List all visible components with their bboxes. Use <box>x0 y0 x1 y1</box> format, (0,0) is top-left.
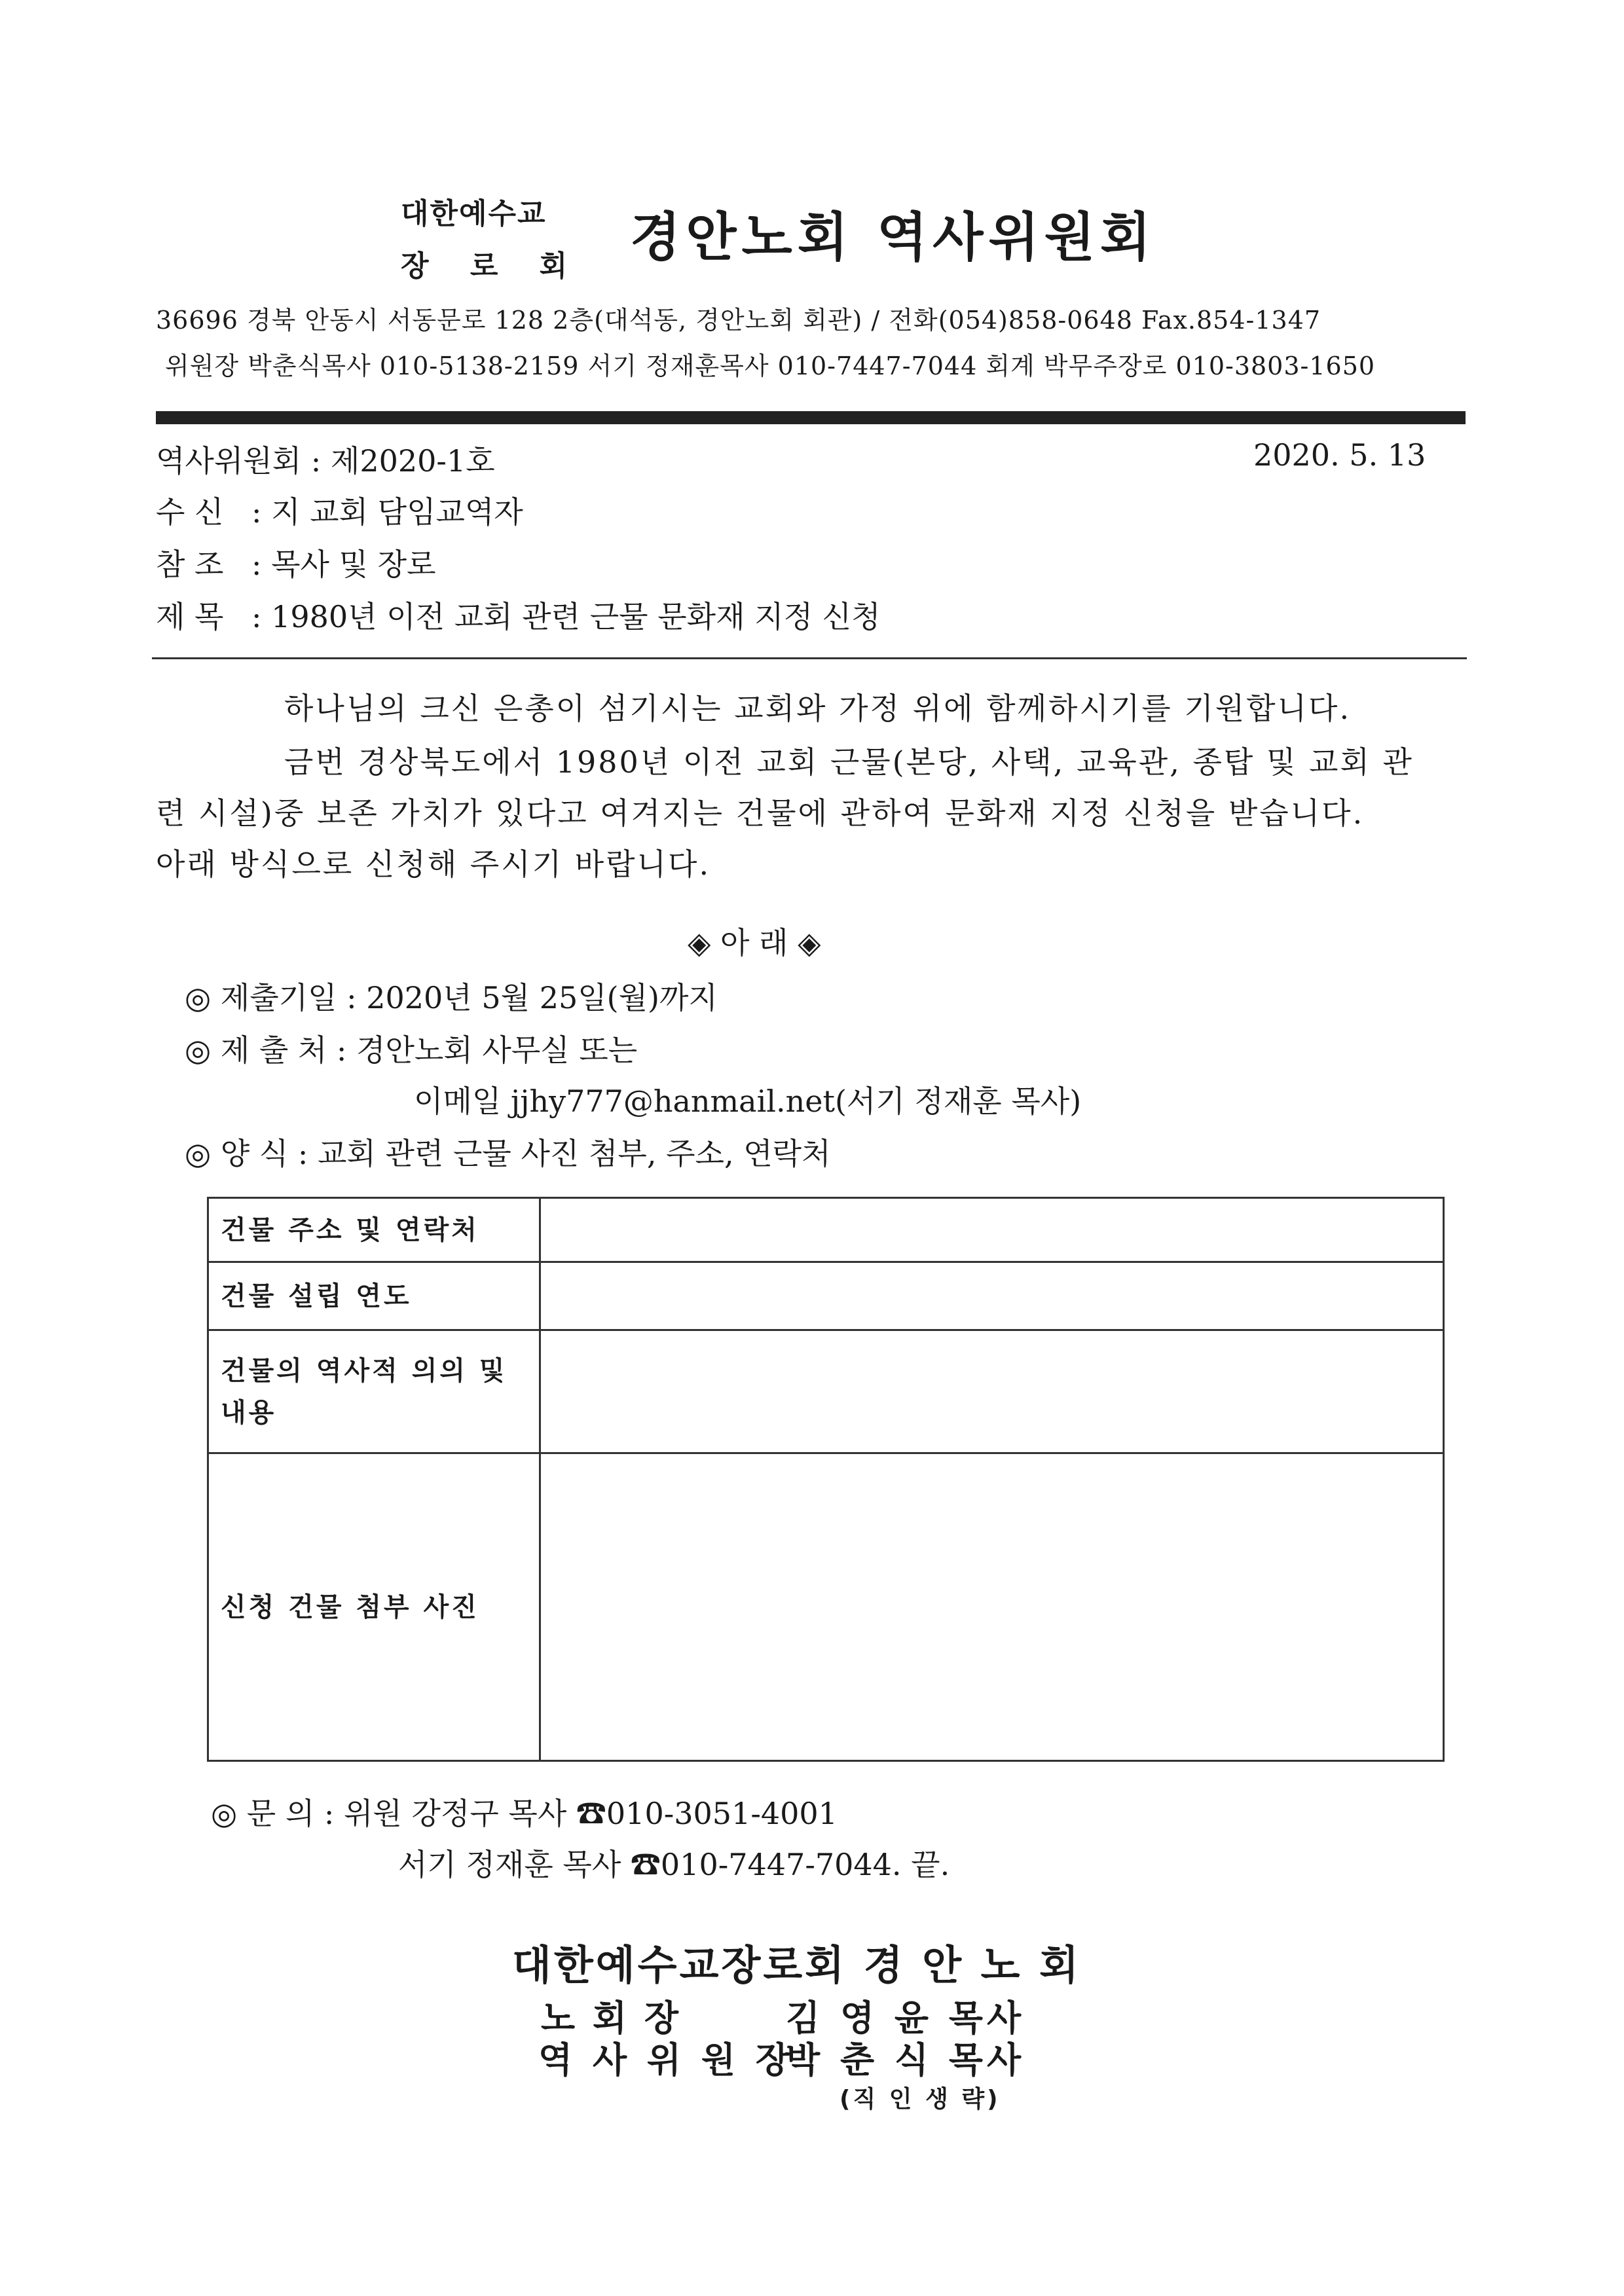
form-label-photo: 신청 건물 첨부 사진 <box>208 1453 540 1761</box>
form-row-significance <box>208 1330 1444 1453</box>
address-line: 36696 경북 안동시 서동문로 128 2층(대석동, 경안노회 회관) / 전화(054)858-0648 Fax.854-1347 <box>156 306 1321 335</box>
footer-role-moderator: 노 회 장 <box>541 1997 682 2039</box>
body-paragraph-line1: 금번 경상북도에서 1980년 이전 교회 근물(본당, 사택, 교육관, 종탑 및 교회 관 <box>284 744 1414 780</box>
form-label-address: 건물 주소 및 연락처 <box>208 1198 540 1262</box>
notice-heading: ◈ 아 래 ◈ <box>688 925 821 960</box>
form-field-significance[interactable] <box>540 1330 1443 1453</box>
submit-to-line: ◎ 제 출 처 : 경안노회 사무실 또는 <box>185 1032 638 1068</box>
reference-label: 참 조 <box>156 547 224 582</box>
body-paragraph-line3: 아래 방식으로 신청해 주시기 바랍니다. <box>156 847 711 882</box>
footer-name-moderator: 김 영 윤 목사 <box>786 1997 1025 2039</box>
form-row-year <box>208 1262 1444 1330</box>
format-line: ◎ 양 식 : 교회 관련 근물 사진 첨부, 주소, 연락처 <box>185 1136 831 1171</box>
org-name-line1: 대한예수교 <box>401 197 547 230</box>
header-divider <box>156 411 1466 424</box>
org-name-line2: 장 로 회 <box>401 249 583 283</box>
greeting-paragraph: 하나님의 크신 은총이 섬기시는 교회와 가정 위에 함께하시기를 기원합니다. <box>284 691 1352 726</box>
seal-omitted-note: (직 인 생 략) <box>840 2086 1001 2113</box>
footer-org-name: 대한예수교장로회 경 안 노 회 <box>512 1941 1082 1989</box>
footer-role-chair: 역 사 위 원 장 <box>538 2039 794 2081</box>
recipient-value: : 지 교회 담임교역자 <box>251 494 523 530</box>
meta-divider <box>152 657 1467 659</box>
contacts-line: 위원장 박춘식목사 010-5138-2159 서기 정재훈목사 010-7447-7044 회계 박무주장로 010-3803-1650 <box>165 352 1376 380</box>
form-field-address[interactable] <box>540 1198 1443 1262</box>
form-row-address <box>208 1198 1444 1262</box>
submit-email-line: 이메일 jjhy777@hanmail.net(서기 정재훈 목사) <box>414 1084 1082 1119</box>
subject-value: : 1980년 이전 교회 관련 근물 문화재 지정 신청 <box>251 599 881 634</box>
form-label-year: 건물 설립 연도 <box>208 1262 540 1330</box>
deadline-line: ◎ 제출기일 : 2020년 5월 25일(월)까지 <box>185 980 718 1015</box>
document-date: 2020. 5. 13 <box>1253 437 1426 473</box>
inquiry-line2: 서기 정재훈 목사 ☎010-7447-7044. 끝. <box>398 1847 950 1882</box>
document-number: 역사위원회 : 제2020-1호 <box>156 443 495 479</box>
body-paragraph-line2: 련 시설)중 보존 가치가 있다고 여겨지는 건물에 관하여 문화재 지정 신청을 받습니다. <box>156 795 1365 831</box>
form-row-photo <box>208 1453 1444 1761</box>
application-form-table <box>207 1197 1445 1762</box>
committee-title: 경안노회 역사위원회 <box>630 207 1156 268</box>
reference-value: : 목사 및 장로 <box>251 547 436 582</box>
form-field-year[interactable] <box>540 1262 1443 1330</box>
footer-name-chair: 박 춘 식 목사 <box>786 2039 1025 2081</box>
recipient-label: 수 신 <box>156 494 224 530</box>
form-label-significance: 건물의 역사적 의의 및 내용 <box>208 1330 540 1453</box>
subject-label: 제 목 <box>156 599 224 634</box>
form-field-photo[interactable] <box>540 1453 1443 1761</box>
inquiry-line1: ◎ 문 의 : 위원 강정구 목사 ☎010-3051-4001 <box>211 1796 838 1831</box>
